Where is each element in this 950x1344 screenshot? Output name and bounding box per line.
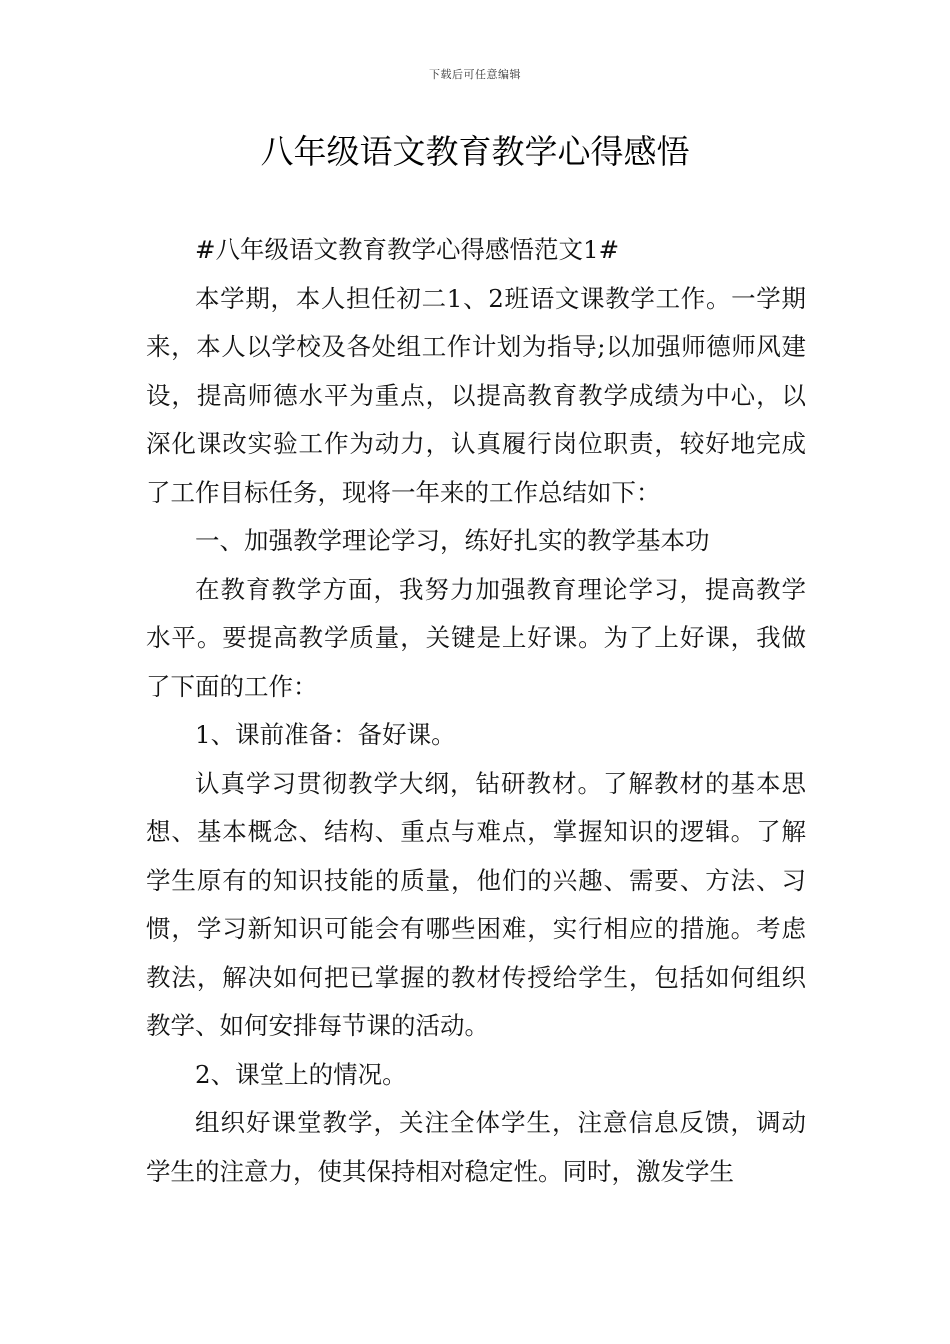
section-heading-1: 一、加强教学理论学习，练好扎实的教学基本功 bbox=[195, 526, 710, 555]
paragraph-intro: 本学期，本人担任初二1、2班语文课教学工作。一学期来，本人以学校及各处组工作计划为指导;以加强师德师风建设，提高师德水平为重点，以提高教育教学成绩为中心，以深化课改实验工作为动力，认真履行岗位职责，较好地完成了工作目标任务，现将一年来的工作总结如下： bbox=[146, 283, 806, 507]
subheading-lesson-prep: 1、课前准备：备好课。 bbox=[195, 720, 456, 749]
document-title: 八年级语文教育教学心得感悟 bbox=[260, 132, 690, 171]
header-note: 下载后可任意编辑 bbox=[429, 68, 521, 81]
document-body bbox=[146, 226, 806, 1196]
paragraph-lesson-prep: 认真学习贯彻教学大纲，钻研教材。了解教材的基本思想、基本概念、结构、重点与难点，掌握知识的逻辑。了解学生原有的知识技能的质量，他们的兴趣、需要、方法、习惯，学习新知识可能会有哪些困难，实行相应的措施。考虑教法，解决如何把已掌握的教材传授给学生，包括如何组织教学、如何安排每节课的活动。 bbox=[146, 768, 806, 1040]
section-heading-sample-1: #八年级语文教育教学心得感悟范文1# bbox=[195, 235, 620, 264]
paragraph-teaching-level: 在教育教学方面，我努力加强教育理论学习，提高教学水平。要提高教学质量，关键是上好课。为了上好课，我做了下面的工作： bbox=[146, 574, 806, 701]
subheading-classroom: 2、课堂上的情况。 bbox=[195, 1059, 407, 1089]
paragraph-classroom: 组织好课堂教学，关注全体学生，注意信息反馈，调动学生的注意力，使其保持相对稳定性。同时，激发学生 bbox=[146, 1108, 806, 1186]
